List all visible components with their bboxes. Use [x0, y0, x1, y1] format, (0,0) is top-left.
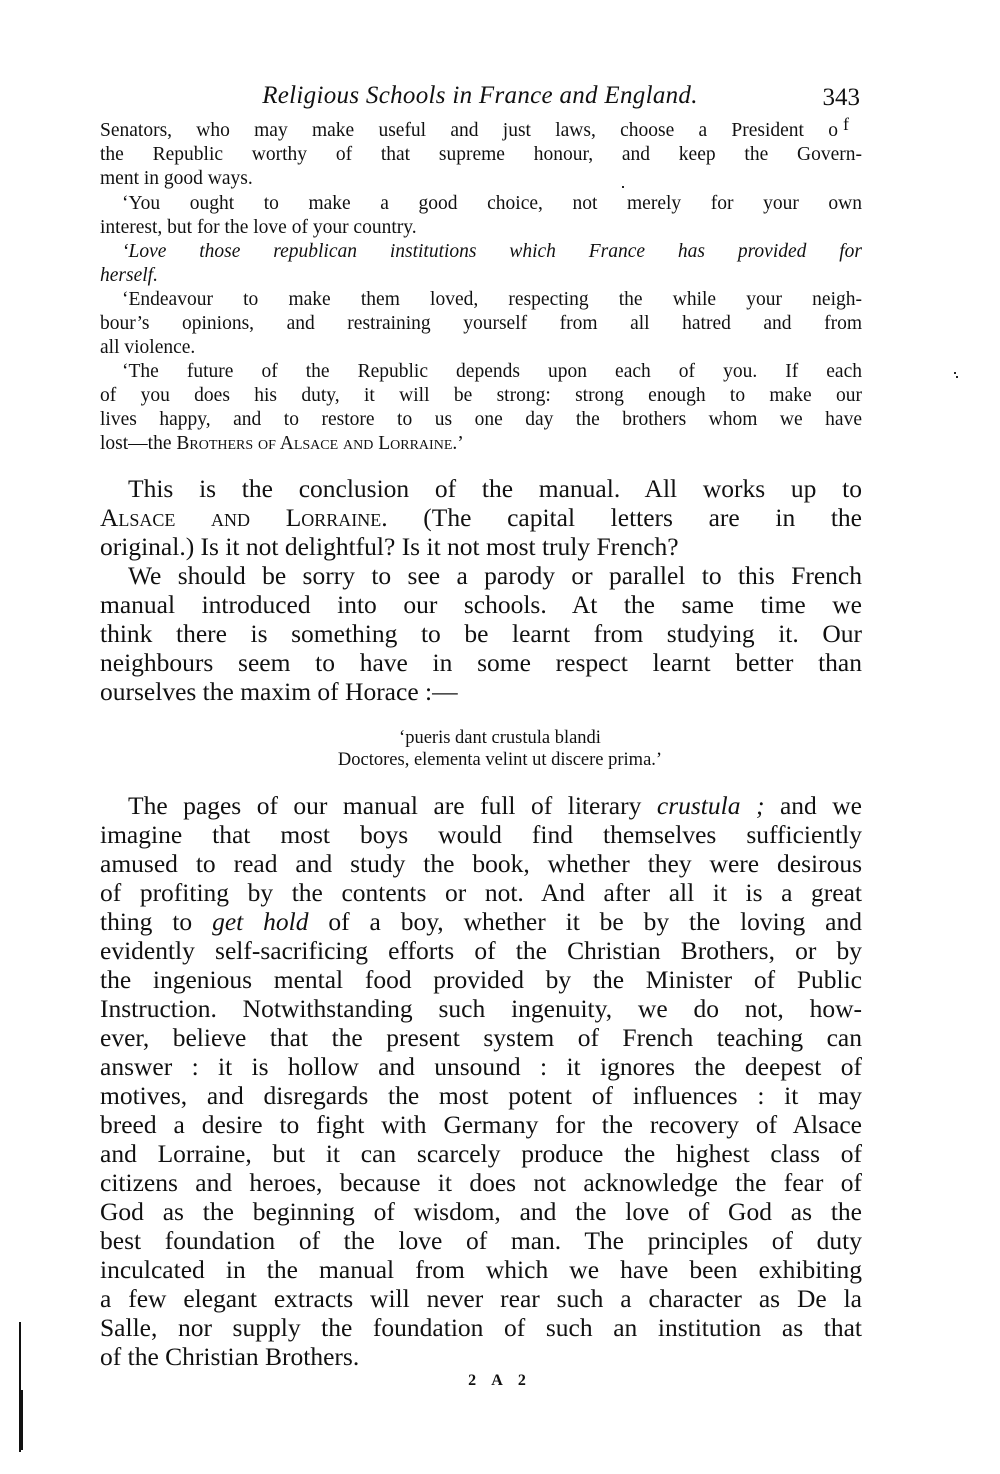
extract-line: ‘Endeavour to make them loved, respecting the while your neigh-: [122, 289, 862, 310]
verse-line: ‘pueris dant crustula blandi: [399, 728, 601, 748]
body-line: [100, 503, 862, 533]
text-run: lost—the: [100, 433, 177, 454]
extract-line: ‘You ought to make a good choice, not merely for your own: [122, 193, 862, 214]
extract-line: lives happy, and to restore to us one day the brothers whom we have: [100, 409, 862, 430]
running-title: Religious Schools in France and England.: [262, 82, 698, 109]
scan-speck: [622, 186, 624, 188]
extract-line: interest, but for the love of your country.: [100, 217, 417, 238]
margin-scan-line: [20, 1390, 23, 1450]
extract-line: of you does his duty, it will be strong: strong enough to make our: [100, 385, 862, 406]
italic-text: crustula ;: [656, 791, 765, 820]
italic-text: Love those republican institutions which France has provided for: [128, 241, 862, 262]
page-number: 343: [822, 84, 860, 111]
body-line: imagine that most boys would find themselves sufficiently: [100, 820, 862, 849]
body-line: evidently self-sacrificing efforts of the Christian Brothers, or by: [100, 936, 862, 965]
body-line: citizens and heroes, because it does not acknowledge the fear of: [100, 1168, 862, 1197]
body-line: Salle, nor supply the foundation of such an institution as that: [100, 1313, 862, 1342]
body-line: amused to read and study the book, whether they were desirous: [100, 849, 862, 878]
extract-line: the Republic worthy of that supreme honour, and keep the Govern-: [100, 144, 862, 165]
scan-speck: [956, 376, 958, 378]
extract-line: all violence.: [100, 337, 196, 358]
text-run: of a boy, whether it be by the loving and: [308, 907, 862, 936]
body-line: best foundation of the love of man. The principles of duty: [100, 1226, 862, 1255]
body-line: breed a desire to fight with Germany for the recovery of Alsace: [100, 1110, 862, 1139]
extract-line: bour’s opinions, and restraining yourself from all hatred and from: [100, 313, 862, 334]
extract-line: ment in good ways.: [100, 168, 253, 189]
extract-line-italic: herself.: [100, 265, 158, 286]
extract-line: ‘The future of the Republic depends upon each of you. If each: [122, 361, 862, 382]
signature-mark: 2 A 2: [468, 1372, 532, 1389]
text-run: and we: [764, 791, 862, 820]
body-line: God as the beginning of wisdom, and the love of God as the: [100, 1197, 862, 1226]
text-run: ’: [457, 433, 464, 454]
body-line: neighbours seem to have in some respect learnt better than: [100, 648, 862, 677]
body-line: motives, and disregards the most potent of influences : it may: [100, 1081, 862, 1110]
body-line: manual introduced into our schools. At the same time we: [100, 590, 862, 619]
body-line: [100, 791, 862, 821]
scan-speck: [954, 372, 956, 374]
body-line: [100, 907, 862, 937]
body-line: the ingenious mental food provided by the Minister of Public: [100, 965, 862, 994]
verse-line: Doctores, elementa velint ut discere prima.’: [337, 750, 663, 770]
text-run: thing to: [100, 907, 213, 936]
body-line: ourselves the maxim of Horace :—: [100, 677, 458, 706]
body-line: We should be sorry to see a parody or parallel to this French: [128, 561, 862, 590]
small-caps-text: Alsace and Lorraine.: [100, 503, 388, 532]
body-line: think there is something to be learnt from studying it. Our: [100, 619, 862, 648]
body-line: of the Christian Brothers.: [100, 1342, 360, 1371]
body-line: original.) Is it not delightful? Is it not most truly French?: [100, 532, 679, 561]
italic-text: get hold: [212, 907, 309, 936]
text-run: The pages of our manual are full of literary: [128, 791, 657, 820]
body-line: of profiting by the contents or not. And after all it is a great: [100, 878, 862, 907]
extract-line: [100, 433, 862, 455]
body-line: Instruction. Notwithstanding such ingenuity, we do not, how-: [100, 994, 862, 1023]
running-header: [100, 82, 860, 118]
body-line: ever, believe that the present system of French teaching can: [100, 1023, 862, 1052]
body-line: a few elegant extracts will never rear such a character as De la: [100, 1284, 862, 1313]
body-line: inculcated in the manual from which we have been exhibiting: [100, 1255, 862, 1284]
body-line: answer : it is hollow and unsound : it ignores the deepest of: [100, 1052, 862, 1081]
extract-line-italic: ‘Love those republican institutions which France has provided for: [122, 241, 862, 262]
overflow-character: f: [843, 114, 849, 134]
extract-line: Senators, who may make useful and just laws, choose a President o: [100, 120, 838, 141]
body-line: This is the conclusion of the manual. All works up to: [128, 474, 862, 503]
text-run: (The capital letters are in the: [387, 503, 862, 532]
small-caps-text: Brothers of Alsace and Lorraine.: [176, 433, 458, 454]
body-line: and Lorraine, but it can scarcely produce the highest class of: [100, 1139, 862, 1168]
